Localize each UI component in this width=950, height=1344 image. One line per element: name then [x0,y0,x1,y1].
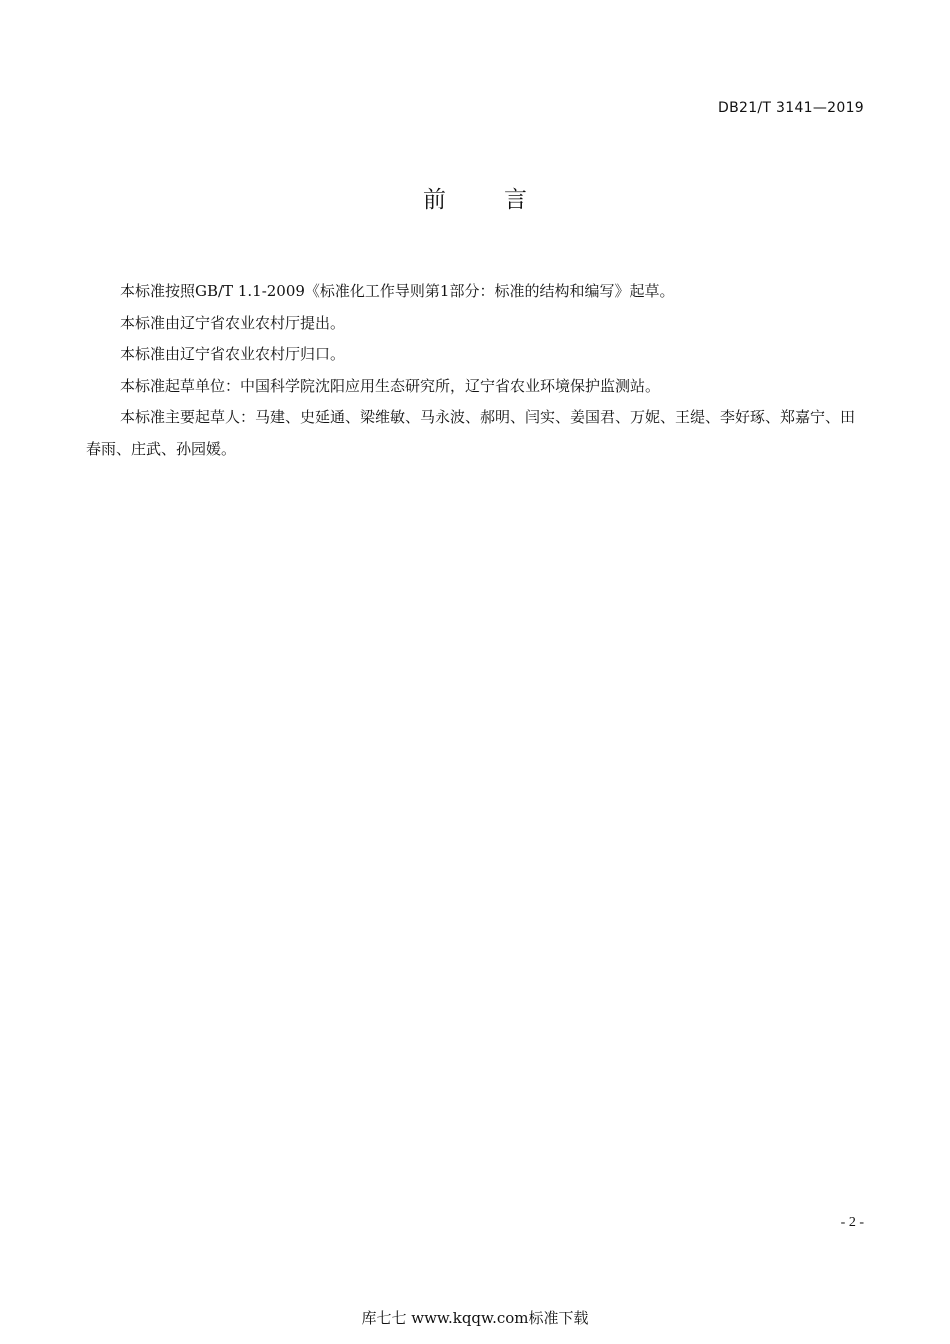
paragraph-drafting-rule: 本标准按照GB/T 1.1-2009《标准化工作导则第1部分：标准的结构和编写》起草。 [120,282,675,300]
paragraph-drafting-units: 本标准起草单位：中国科学院沈阳应用生态研究所，辽宁省农业环境保护监测站。 [120,376,661,395]
paragraph-drafters: 本标准主要起草人：马建、史延通、梁维敏、马永波、郝明、闫实、姜国君、万妮、王缇、李好琢、郑嘉宁、田春雨、庄武、孙园媛。 [86,408,856,458]
document-code: DB21/T 3141—2019 [718,100,864,116]
title-char-1: 前 [423,187,446,213]
page-title [0,181,950,214]
title-char-2: 言 [504,187,527,213]
paragraph-proposer: 本标准由辽宁省农业农村厅提出。 [120,313,346,332]
foreword-body [86,276,864,465]
page-number: - 2 - [840,1215,864,1230]
footer-watermark-text: 库七七 www.kqqw.com标准下载 [361,1309,589,1327]
paragraph-administrator: 本标准由辽宁省农业农村厅归口。 [120,345,346,363]
